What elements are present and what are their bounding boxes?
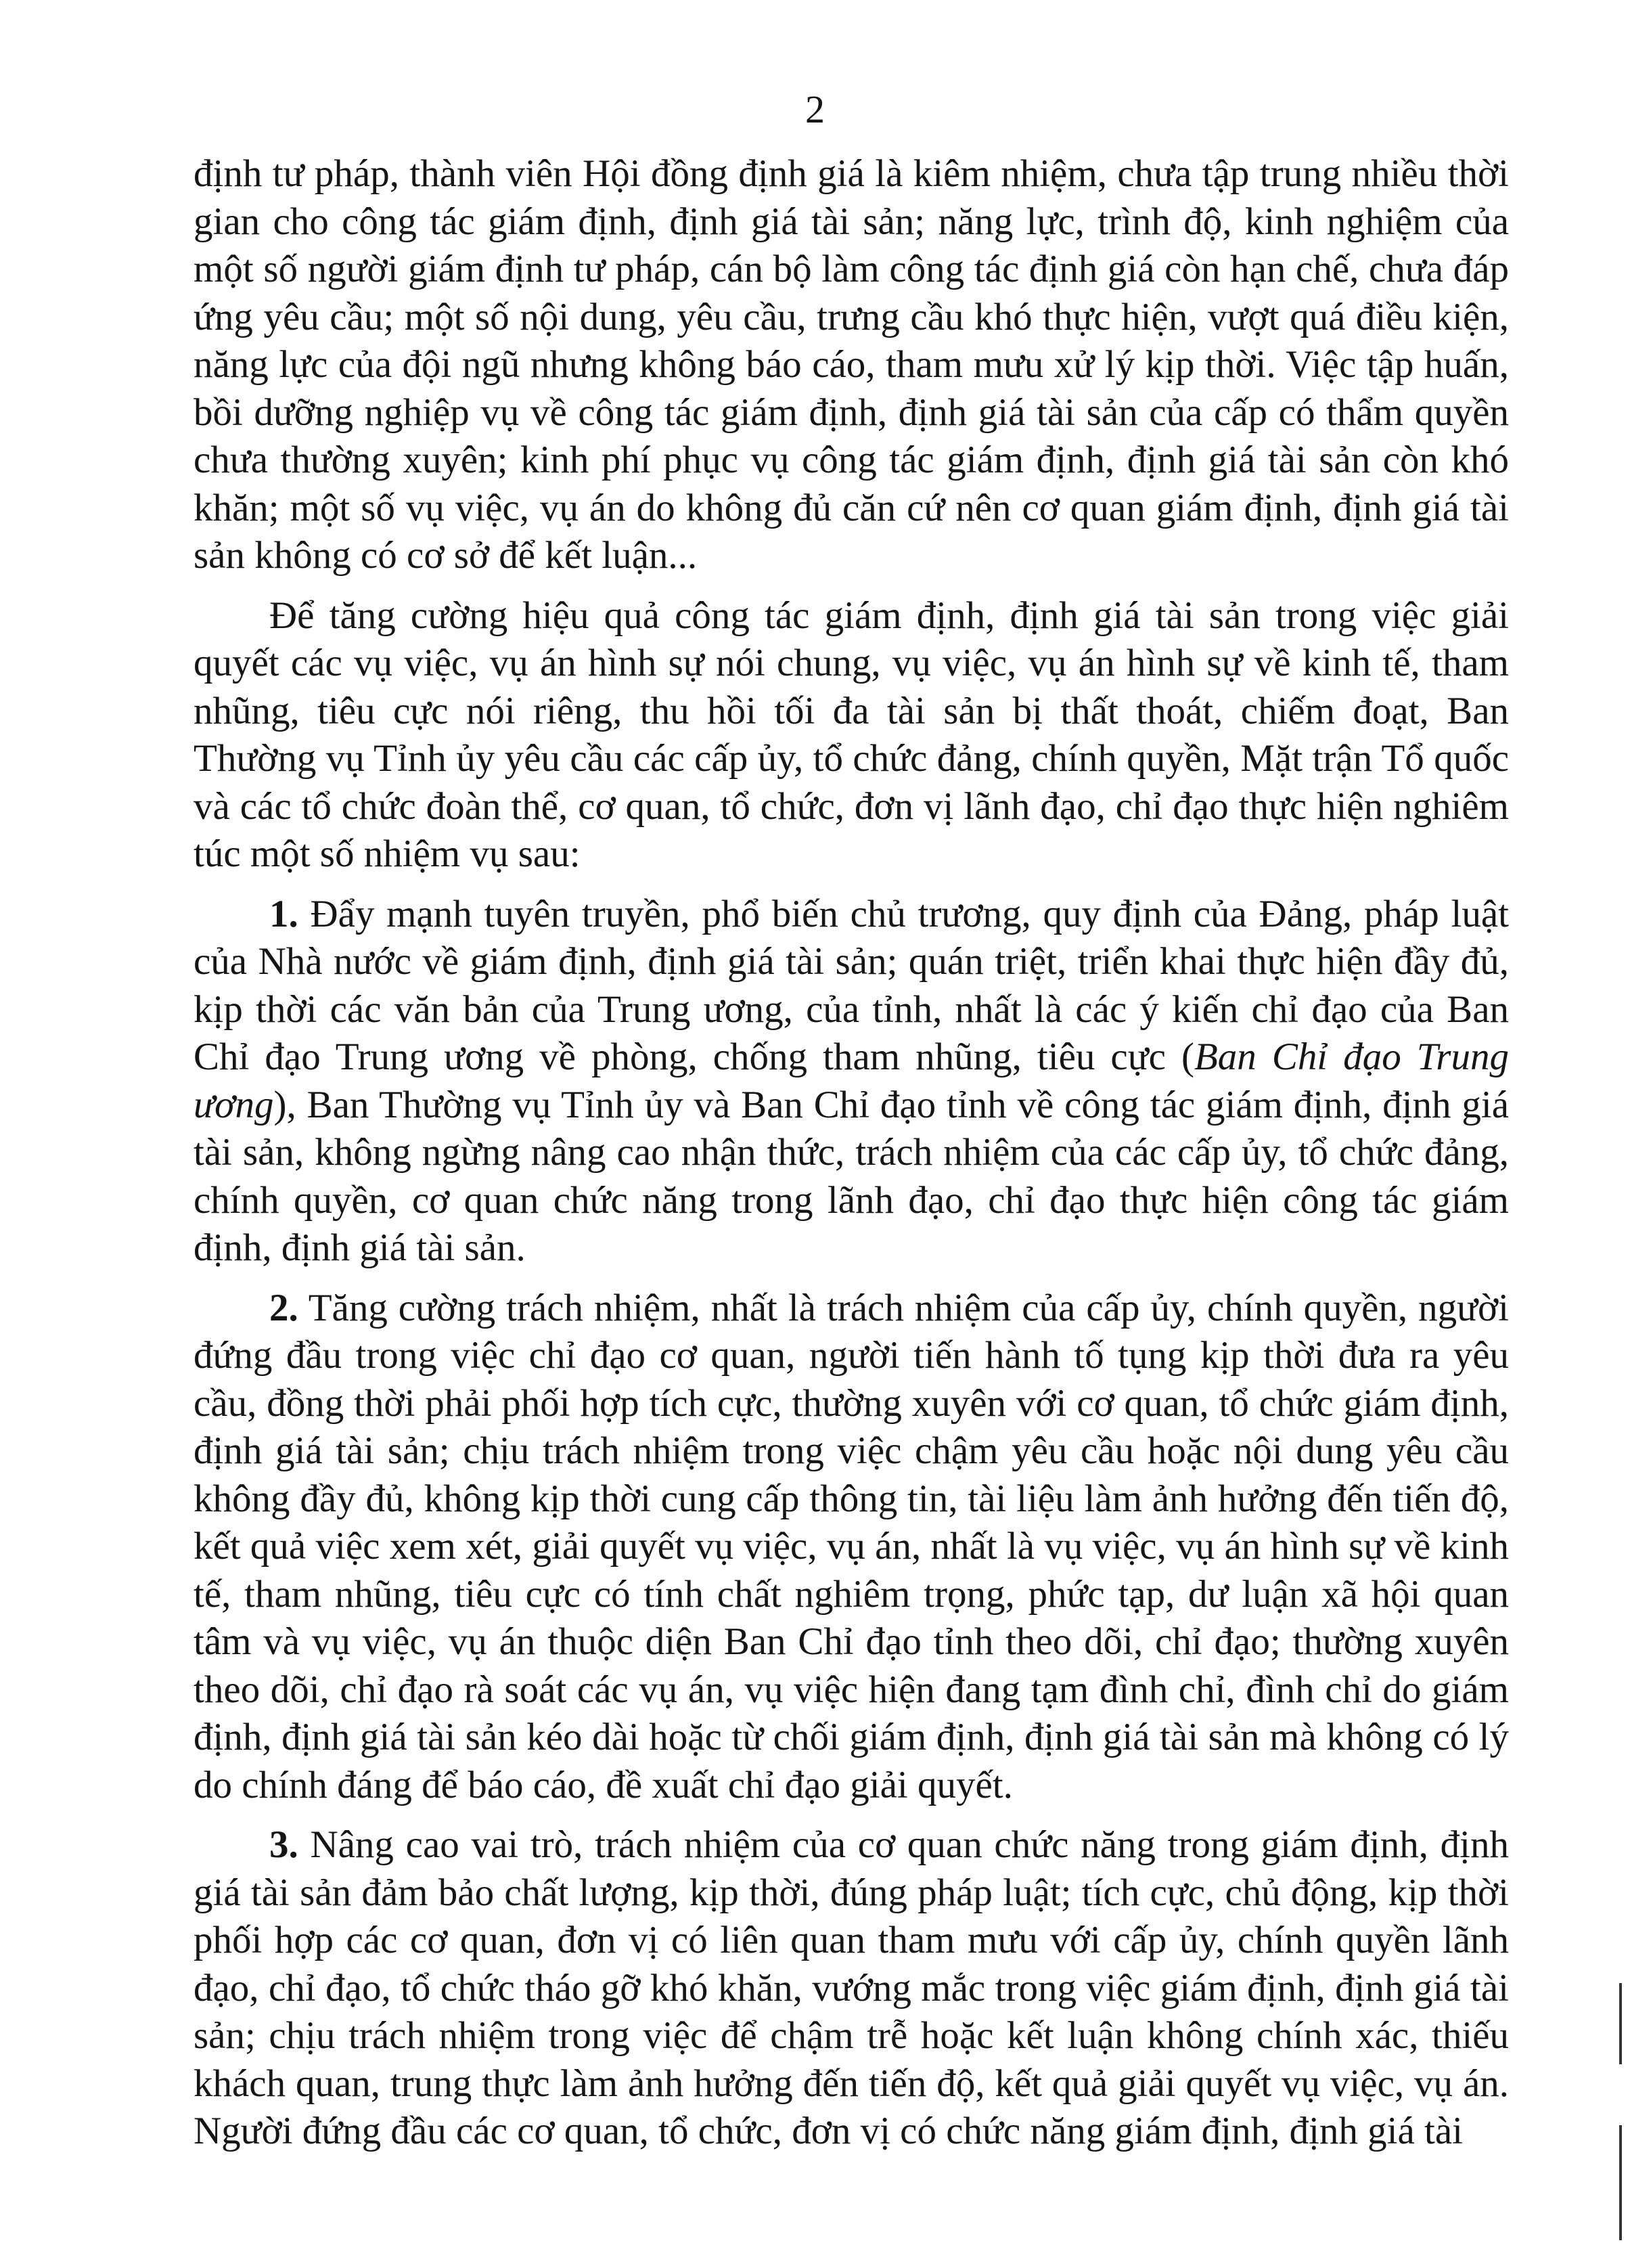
paragraph-number: 2. (269, 1286, 298, 1329)
paragraph-text: Nâng cao vai trò, trách nhiệm của cơ quan chức năng trong giám định, định giá tài sản đảm bảo chất lượng, kịp thời, đúng pháp luật; tích cực, chủ động, kịp thời phối hợp các cơ quan, đơn vị có liên quan tham mưu với cấp ủy, chính quyền lãnh đạo, chỉ đạo, tổ chức tháo gỡ khó khăn, vướng mắc trong việc giám định, định giá tài sản; chịu trách nhiệm trong việc để chậm trễ hoặc kết luận không chính xác, thiếu khách quan, trung thực làm ảnh hưởng đến tiến độ, kết quả giải quyết vụ việc, vụ án. Người đứng đầu các cơ quan, tổ chức, đơn vị có chức năng giám định, định giá tài (194, 1823, 1509, 2152)
paragraph-number: 1. (269, 892, 298, 935)
scan-edge-mark (1619, 1983, 1622, 2064)
page-number: 2 (805, 87, 825, 131)
paragraph-text: Đẩy mạnh tuyên truyền, phổ biến chủ trương, quy định của Đảng, pháp luật của Nhà nước về giám định, định giá tài sản; quán triệt, triển khai thực hiện đầy đủ, kịp thời các văn bản của Trung ương, của tỉnh, nhất là các ý kiến chỉ đạo của Ban Chỉ đạo Trung ương về phòng, chống tham nhũng, tiêu cực ( (194, 892, 1509, 1078)
paragraph-text: ), Ban Thường vụ Tỉnh ủy và Ban Chỉ đạo tỉnh về công tác giám định, định giá tài sản, không ngừng nâng cao nhận thức, trách nhiệm của các cấp ủy, tổ chức đảng, chính quyền, cơ quan chức năng trong lãnh đạo, chỉ đạo thực hiện công tác giám định, định giá tài sản. (194, 1083, 1509, 1269)
document-body (194, 150, 1509, 2168)
paragraph-item-1 (194, 891, 1509, 1272)
paragraph-intro (194, 592, 1509, 879)
scan-edge-mark (1619, 2125, 1622, 2240)
paragraph-continuation (194, 150, 1509, 580)
paragraph-text: định tư pháp, thành viên Hội đồng định giá là kiêm nhiệm, chưa tập trung nhiều thời gian cho công tác giám định, định giá tài sản; năng lực, trình độ, kinh nghiệm của một số người giám định tư pháp, cán bộ làm công tác định giá còn hạn chế, chưa đáp ứng yêu cầu; một số nội dung, yêu cầu, trưng cầu khó thực hiện, vượt quá điều kiện, năng lực của đội ngũ nhưng không báo cáo, tham mưu xử lý kịp thời. Việc tập huấn, bồi dưỡng nghiệp vụ về công tác giám định, định giá tài sản của cấp có thẩm quyền chưa thường xuyên; kinh phí phục vụ công tác giám định, định giá tài sản còn khó khăn; một số vụ việc, vụ án do không đủ căn cứ nên cơ quan giám định, định giá tài sản không có cơ sở để kết luận... (194, 152, 1509, 577)
paragraph-italic-text: Ban Chỉ đạo Trung ương (194, 1036, 1509, 1126)
paragraph-number: 3. (269, 1823, 298, 1866)
paragraph-text: Để tăng cường hiệu quả công tác giám định, định giá tài sản trong việc giải quyết các vụ việc, vụ án hình sự nói chung, vụ việc, vụ án hình sự về kinh tế, tham nhũng, tiêu cực nói riêng, thu hồi tối đa tài sản bị thất thoát, chiếm đoạt, Ban Thường vụ Tỉnh ủy yêu cầu các cấp ủy, tổ chức đảng, chính quyền, Mặt trận Tổ quốc và các tổ chức đoàn thể, cơ quan, tổ chức, đơn vị lãnh đạo, chỉ đạo thực hiện nghiêm túc một số nhiệm vụ sau: (194, 594, 1509, 875)
paragraph-item-3 (194, 1821, 1509, 2156)
paragraph-text: Tăng cường trách nhiệm, nhất là trách nhiệm của cấp ủy, chính quyền, người đứng đầu trong việc chỉ đạo cơ quan, người tiến hành tố tụng kịp thời đưa ra yêu cầu, đồng thời phải phối hợp tích cực, thường xuyên với cơ quan, tổ chức giám định, định giá tài sản; chịu trách nhiệm trong việc chậm yêu cầu hoặc nội dung yêu cầu không đầy đủ, không kịp thời cung cấp thông tin, tài liệu làm ảnh hưởng đến tiến độ, kết quả việc xem xét, giải quyết vụ việc, vụ án, nhất là vụ việc, vụ án hình sự về kinh tế, tham nhũng, tiêu cực có tính chất nghiêm trọng, phức tạp, dư luận xã hội quan tâm và vụ việc, vụ án thuộc diện Ban Chỉ đạo tỉnh theo dõi, chỉ đạo; thường xuyên theo dõi, chỉ đạo rà soát các vụ án, vụ việc hiện đang tạm đình chỉ, đình chỉ do giám định, định giá tài sản kéo dài hoặc từ chối giám định, định giá tài sản mà không có lý do chính đáng để báo cáo, đề xuất chỉ đạo giải quyết. (194, 1286, 1509, 1806)
paragraph-item-2 (194, 1285, 1509, 1810)
